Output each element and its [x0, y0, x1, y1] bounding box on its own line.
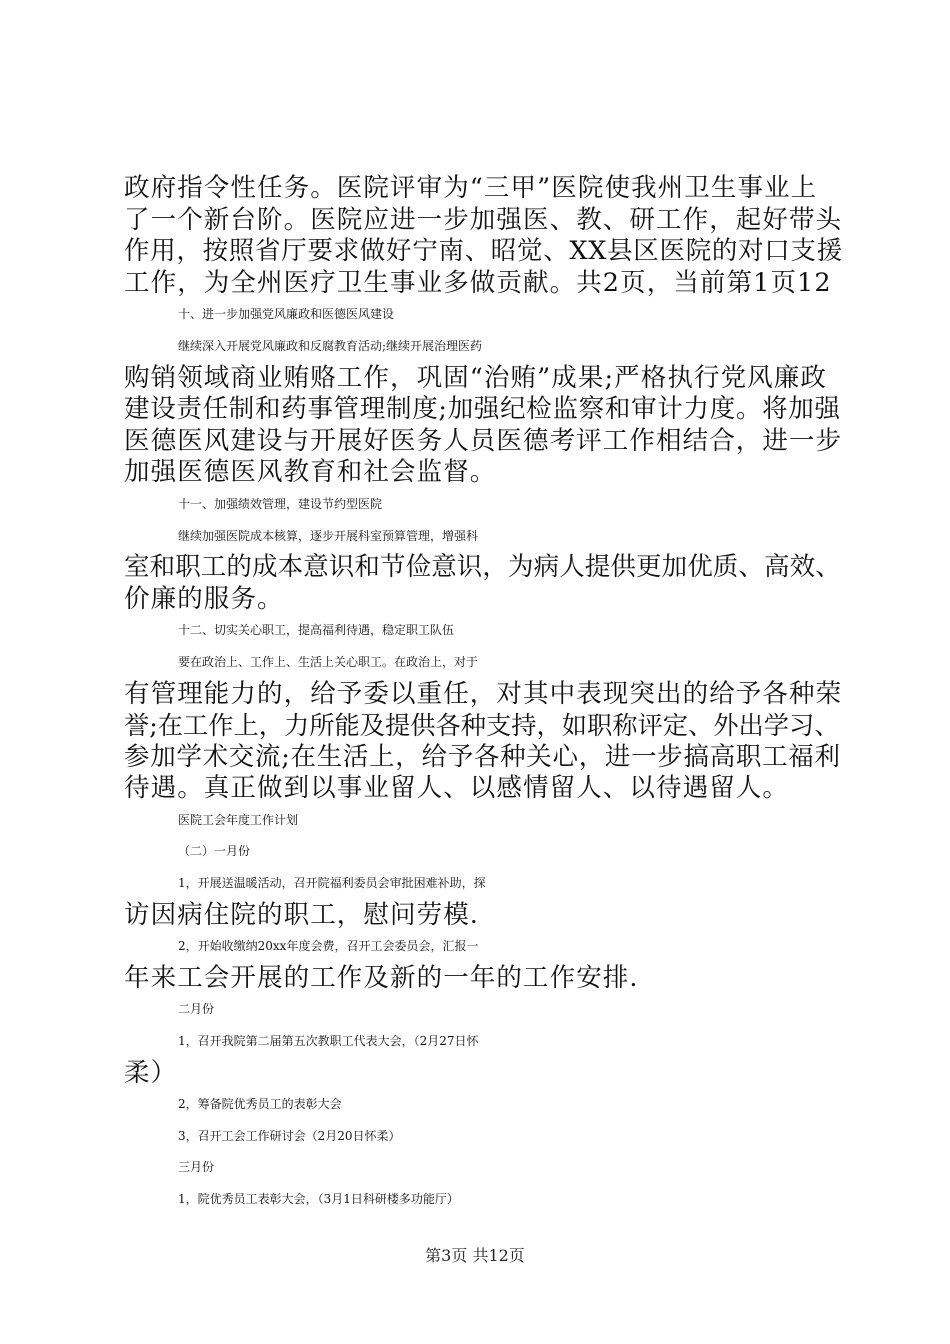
text-line: 十一、加强绩效管理，建设节约型医院 [178, 496, 383, 511]
text-line: （二）一月份 [178, 844, 251, 859]
text-line: 要在政治上、工作上、生活上关心职工。在政治上，对于 [178, 654, 479, 669]
text-line: 工作，为全州医疗卫生事业多做贡献。共2页，当前第1页12 [124, 267, 832, 298]
text-line: 访因病住院的职工，慰问劳模. [124, 899, 480, 930]
text-line: 2，开始收缴纳20xx年度会费，召开工会委员会，汇报一 [178, 939, 479, 954]
text-line: 誉;在工作上，力所能及提供各种支持，如职称评定、外出学习、 [124, 711, 840, 741]
text-line: 年来工会开展的工作及新的一年的工作安排. [124, 962, 639, 993]
text-line: 室和职工的成本意识和节俭意识，为病人提供更加优质、高效、 [124, 552, 841, 583]
text-line: 继续加强医院成本核算，逐步开展科室预算管理，增强科 [178, 528, 479, 543]
text-line: 购销领域商业贿赂工作，巩固“治贿”成果;严格执行党风廉政 [124, 362, 827, 393]
text-line: 十二、切实关心职工，提高福利待遇，稳定职工队伍 [178, 623, 455, 638]
text-line: 十、进一步加强党风廉政和医德医风建设 [178, 307, 395, 322]
text-line: 医院工会年度工作计划 [178, 812, 299, 827]
text-line: 继续深入开展党风廉政和反腐教育活动;继续开展治理医药 [178, 338, 483, 353]
text-line: 1，院优秀员工表彰大会，（3月1日科研楼多功能厅） [178, 1192, 459, 1206]
text-line: 三月份 [178, 1160, 215, 1175]
text-line: 2，筹备院优秀员工的表彰大会 [178, 1097, 342, 1112]
text-line: 加强医德医风教育和社会监督。 [124, 457, 497, 488]
document-body [124, 173, 844, 1216]
text-line: 有管理能力的，给予委以重任，对其中表现突出的给予各种荣 [124, 678, 843, 709]
text-line: 建设责任制和药事管理制度;加强纪检监察和审计力度。将加强 [124, 394, 841, 425]
text-line: 柔） [124, 1057, 178, 1088]
text-line: 医德医风建设与开展好医务人员医德考评工作相结合，进一步 [124, 425, 843, 456]
text-line: 价廉的服务。 [124, 583, 284, 614]
text-line: 参加学术交流;在生活上，给予各种关心，进一步搞高职工福利 [124, 741, 841, 772]
text-line: 二月份 [178, 1002, 215, 1017]
text-line: 3，召开工会工作研讨会（2月20日怀柔） [178, 1128, 401, 1143]
text-line: 政府指令性任务。医院评审为“三甲”医院使我州卫生事业上 [124, 173, 818, 203]
page-footer: 第3页 共12页 [425, 1246, 525, 1265]
text-line: 作用，按照省厅要求做好宁南、昭觉、XX县区医院的对口支援 [124, 236, 843, 267]
text-line: 了一个新台阶。医院应进一步加强医、教、研工作，起好带头 [124, 204, 843, 235]
text-line: 待遇。真正做到以事业留人、以感情留人、以待遇留人。 [124, 773, 790, 804]
text-line: 1，开展送温暖活动，召开院福利委员会审批困难补助，探 [178, 876, 486, 891]
text-line: 1，召开我院第二届第五次教职工代表大会，（2月27日怀 [178, 1034, 479, 1049]
